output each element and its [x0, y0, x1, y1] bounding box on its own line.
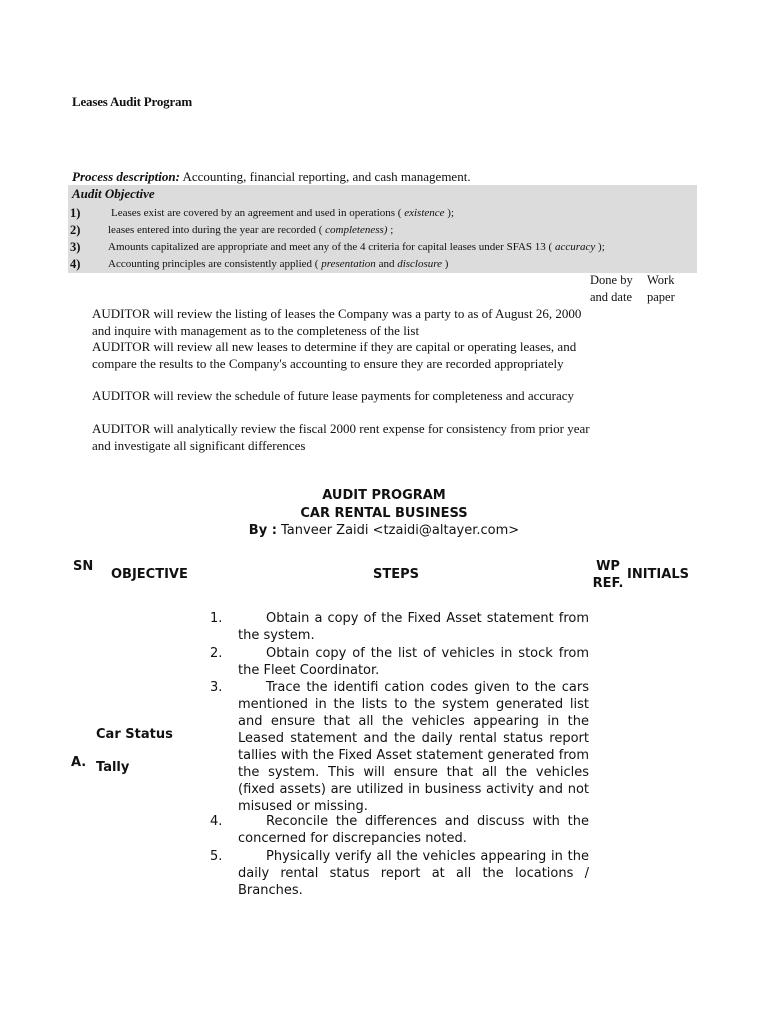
audit-program-title: AUDIT PROGRAM: [322, 488, 446, 503]
step-text: Trace the identifi cation codes given to the cars mentioned in the lists to the system generated list and ensure that all the vehicles appearing in the Leased statement and the daily rental status report tallies with the Fixed Asset statement generated from the system. This will ensure that all the vehicles (fixed assets) are utilized in business activity and not misused or missing.: [238, 680, 589, 814]
objective-number: 1): [70, 206, 81, 220]
done-by-column-header: Done by and date: [590, 273, 633, 304]
step-text: Physically verify all the vehicles appearing in the daily rental status report at all the locations / Branches.: [238, 849, 589, 898]
step-number: 2.: [210, 646, 223, 661]
objective-number: 3): [70, 240, 81, 254]
section-number: A.: [71, 755, 87, 770]
objective-assertion: accuracy: [554, 241, 596, 253]
objective-text: Accounting principles are consistently applied (: [108, 258, 322, 270]
objective-conjunction: and: [375, 258, 398, 270]
document-title: Leases Audit Program: [72, 94, 192, 109]
step-number: 3.: [210, 680, 223, 695]
section-objective-line-2: Tally: [96, 760, 130, 775]
objective-number: 2): [70, 223, 81, 237]
wp-ref-column-header: WP REF.: [592, 559, 624, 591]
objective-text-end: ): [442, 258, 449, 270]
audit-step: [204, 610, 589, 644]
steps-column-header: STEPS: [373, 567, 420, 582]
objective-assertion: presentation: [321, 258, 376, 270]
sn-column-header: SN: [73, 559, 94, 574]
audit-procedure: AUDITOR will review all new leases to determine if they are capital or operating leases, and compare the results to the Company's accounting to ensure they are recorded appropriately: [92, 339, 577, 371]
author-value: Tanveer Zaidi <tzaidi@altayer.com>: [276, 523, 520, 538]
step-number: 4.: [210, 814, 223, 829]
audit-step: [204, 679, 589, 815]
audit-step: [204, 813, 589, 847]
step-number: 5.: [210, 849, 223, 864]
process-description-text: Accounting, financial reporting, and cash management.: [179, 169, 471, 184]
section-objective-line-1: Car Status: [96, 727, 173, 742]
audit-objective-heading: Audit Objective: [72, 186, 155, 201]
objective-text-end: );: [444, 207, 455, 219]
audit-program-subtitle: CAR RENTAL BUSINESS: [300, 506, 468, 521]
objective-text-end: );: [595, 241, 605, 253]
author-label: By :: [248, 523, 277, 538]
audit-procedure: AUDITOR will review the listing of leases the Company was a party to as of August 26, 2000 and inquire with management as to the completeness of the list: [92, 306, 582, 338]
audit-procedure: AUDITOR will analytically review the fiscal 2000 rent expense for consistency from prior year and investigate all significant differences: [92, 421, 590, 453]
objective-column-header: OBJECTIVE: [111, 567, 188, 582]
audit-program-author: [0, 523, 768, 538]
step-text: Obtain a copy of the Fixed Asset statement from the system.: [238, 611, 589, 643]
step-number: 1.: [210, 611, 223, 626]
objective-text: Leases exist are covered by an agreement and used in operations (: [111, 207, 405, 219]
objective-number: 4): [70, 257, 81, 271]
objective-text: leases entered into during the year are recorded (: [108, 224, 326, 236]
work-paper-column-header: Work paper: [647, 273, 675, 304]
audit-step: [204, 645, 589, 679]
objective-assertion-2: disclosure: [397, 258, 443, 270]
process-description-label: Process description:: [72, 169, 180, 184]
step-text: Reconcile the differences and discuss with the concerned for discrepancies noted.: [238, 814, 589, 846]
objective-assertion: completeness): [325, 224, 388, 236]
initials-column-header: INITIALS: [627, 567, 689, 582]
objective-assertion: existence: [404, 207, 445, 219]
process-description: [72, 169, 471, 185]
objective-text: Amounts capitalized are appropriate and meet any of the 4 criteria for capital leases under SFAS 13 (: [108, 241, 555, 253]
step-text: Obtain copy of the list of vehicles in stock from the Fleet Coordinator.: [238, 646, 589, 678]
objective-text-end: ;: [387, 224, 394, 236]
audit-step: [204, 848, 589, 899]
audit-procedure: AUDITOR will review the schedule of future lease payments for completeness and accuracy: [92, 388, 575, 403]
